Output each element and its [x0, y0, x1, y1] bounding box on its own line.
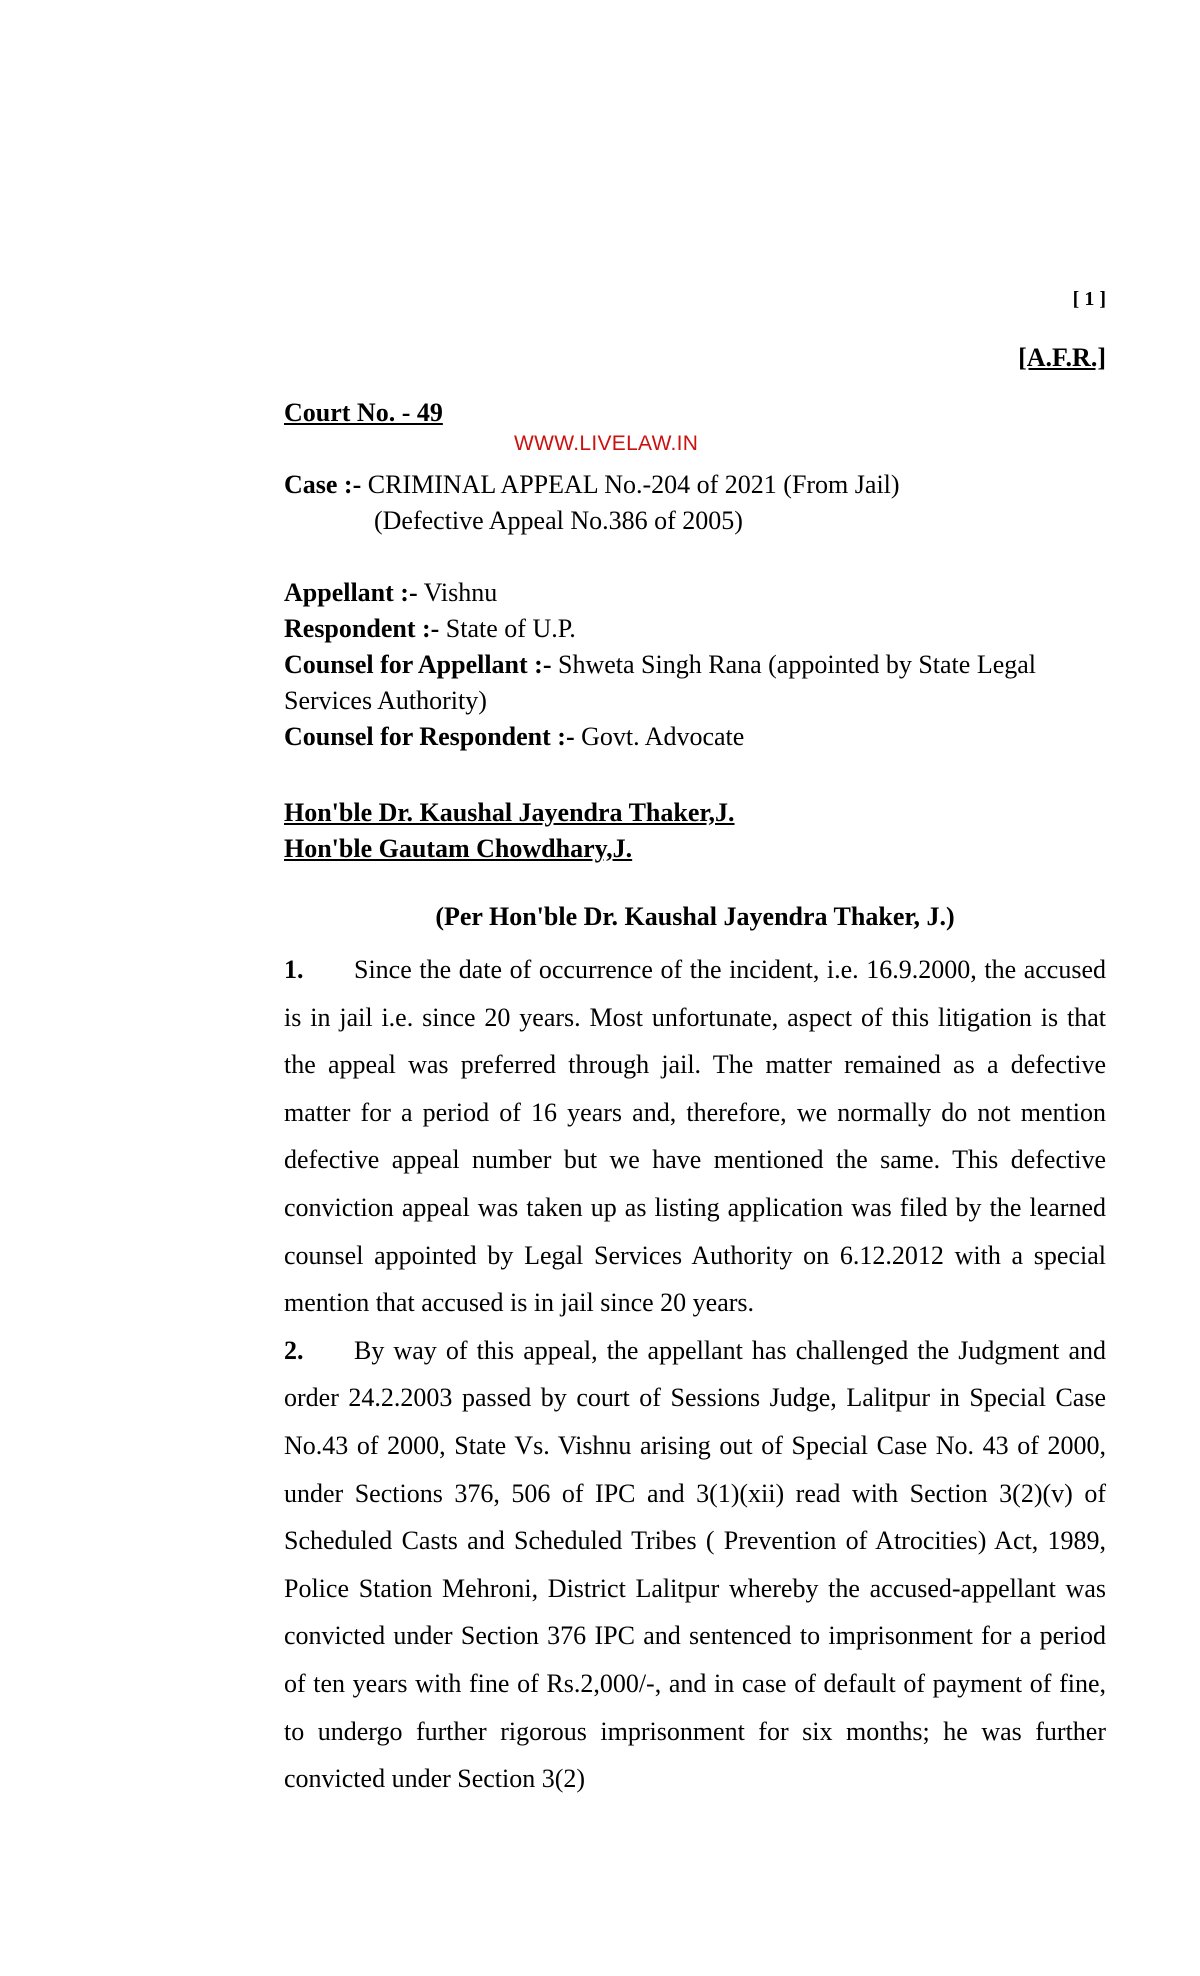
case-block [284, 467, 1106, 539]
counsel-appellant-line [284, 647, 1106, 719]
defective-appeal-line: (Defective Appeal No.386 of 2005) [374, 506, 743, 535]
counsel-respondent-line [284, 719, 1106, 755]
appellant-value: Vishnu [417, 578, 498, 607]
court-number: Court No. - 49 [284, 398, 443, 427]
counsel-appellant-value: Shweta Singh Rana (appointed by State Legal Services Authority) [284, 650, 1037, 715]
paragraph [284, 1327, 1106, 1803]
paragraph [284, 946, 1106, 1327]
appellant-label: Appellant :- [284, 578, 418, 607]
counsel-respondent-label: Counsel for Respondent :- [284, 722, 575, 751]
case-value: CRIMINAL APPEAL No.-204 of 2021 (From Jail) [361, 470, 900, 499]
judge-name: Hon'ble Gautam Chowdhary,J. [284, 834, 633, 863]
case-label: Case :- [284, 470, 362, 499]
watermark-text: WWW.LIVELAW.IN [514, 432, 699, 455]
respondent-value: State of U.P. [439, 614, 576, 643]
counsel-appellant-label: Counsel for Appellant :- [284, 650, 552, 679]
parties-block [284, 575, 1106, 755]
bench-block [284, 795, 1106, 867]
respondent-label: Respondent :- [284, 614, 440, 643]
paragraph-number: 2. [284, 1335, 304, 1365]
respondent-line [284, 611, 1106, 647]
counsel-respondent-value: Govt. Advocate [574, 722, 745, 751]
page-number: [ 1 ] [1072, 288, 1106, 310]
paragraph-text: Since the date of occurrence of the incident, i.e. 16.9.2000, the accused is in jail i.e. since 20 years. Most unfortunate, aspect of this litigation is that the appeal was preferred through jail. The matter remained as a defective matter for a period of 16 years and, therefore, we normally do not mention defective appeal number but we have mentioned the same. This defective conviction appeal was taken up as listing application was filed by the learned counsel appointed by Legal Services Authority on 6.12.2012 with a special mention that accused is in jail since 20 years. [284, 955, 1106, 1318]
paragraph-text: By way of this appeal, the appellant has challenged the Judgment and order 24.2.2003 passed by court of Sessions Judge, Lalitpur in Special Case No.43 of 2000, State Vs. Vishnu arising out of Special Case No. 43 of 2000, under Sections 376, 506 of IPC and 3(1)(xii) read with Section 3(2)(v) of Scheduled Casts and Scheduled Tribes ( Prevention of Atrocities) Act, 1989, Police Station Mehroni, District Lalitpur whereby the accused-appellant was convicted under Section 376 IPC and sentenced to imprisonment for a period of ten years with fine of Rs.2,000/-, and in case of default of payment of fine, to undergo further rigorous imprisonment for six months; he was further convicted under Section 3(2) [284, 1335, 1106, 1794]
afr-marker: [A.F.R.] [1018, 343, 1106, 372]
case-line [284, 467, 1106, 503]
judgment-body [284, 946, 1106, 1803]
per-heading: (Per Hon'ble Dr. Kaushal Jayendra Thaker, J.) [435, 902, 955, 931]
appellant-line [284, 575, 1106, 611]
judge-name: Hon'ble Dr. Kaushal Jayendra Thaker,J. [284, 798, 735, 827]
paragraph-number: 1. [284, 955, 304, 984]
